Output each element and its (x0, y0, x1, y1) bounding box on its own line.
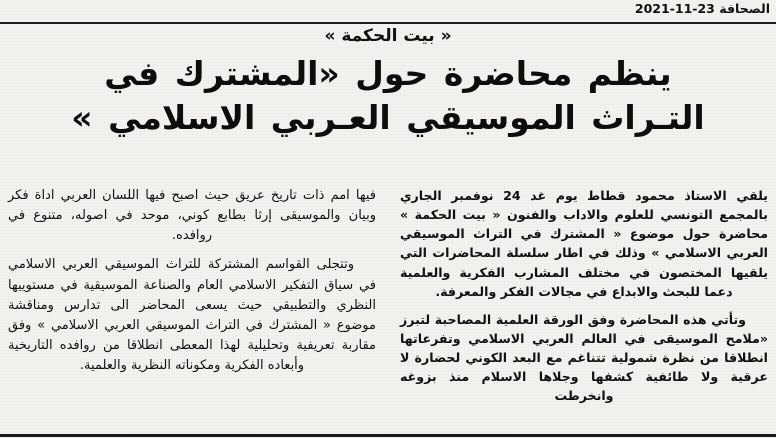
article-column-left (400, 186, 768, 415)
paragraph: وتأتي هذه المحاضرة وفق الورقة العلمية المصاحبة لتبرز «ملامح الموسيقى في العالم العربي الاسلامي وتفرعاتها انطلاقا من نظرة شمولية تتناغم مع البعد الكوني لحضارة لا عرقية ولا طائفية كشفها وجلاها الاسلام منذ بزوغه وانخرطت (400, 311, 768, 404)
header-divider-rule (0, 22, 776, 24)
article-body-columns (8, 186, 768, 430)
article-column-right (8, 186, 376, 385)
masthead-text (635, 1, 770, 16)
masthead-newspaper-name: الصحافة (719, 1, 770, 16)
article-kicker: « بيت الحكمة » (324, 26, 452, 46)
headline-line-2: التـراث الموسيقي العـربي الاسلامي » (71, 97, 705, 137)
headline-line-1: ينظم محاضرة حول «المشترك في (104, 54, 672, 93)
paragraph: وتتجلى القواسم المشتركة للتراث الموسيقي العربي الاسلامي في سياق التفكير الاسلامي العام والصناعة الموسيقية في مستوييها النظري والتطبيقي حيث يسعى المحاضر الى تدارس ومناقشة موضوع « المشترك في التراث الموسيقي العربي الاسلامي » وفق مقاربة تعريفية وتحليلية لهذا المعطى انطلاقا من روافده التاريخية وأبعاده الفكرية ومكوناته النظرية والعلمية. (8, 257, 376, 374)
masthead (0, 0, 776, 22)
article-headline (18, 52, 758, 139)
paragraph: يلقي الاستاذ محمود قطاط يوم غد 24 نوفمبر الجاري بالمجمع التونسي للعلوم والاداب والفنون « بيت الحكمة » محاضرة حول موضوع « المشترك في التراث الموسيقي العربي الاسلامي » وذلك في اطار سلسلة المحاضرات التي يلقيها المختصون في مختلف المشارب الفكرية والعلمية دعما للبحث والابداع في مجالات الفكر والمعرفة. (400, 188, 769, 299)
footer-divider-rule (0, 434, 776, 437)
paragraph: فيها امم ذات تاريخ عريق حيث اصبح فيها اللسان العربي اداة فكر وبيان والموسيقى إرثا بطابع كوني، موحد في اصوله، متنوع في روافده. (8, 188, 376, 244)
masthead-date: 2021-11-23 (634, 1, 715, 16)
